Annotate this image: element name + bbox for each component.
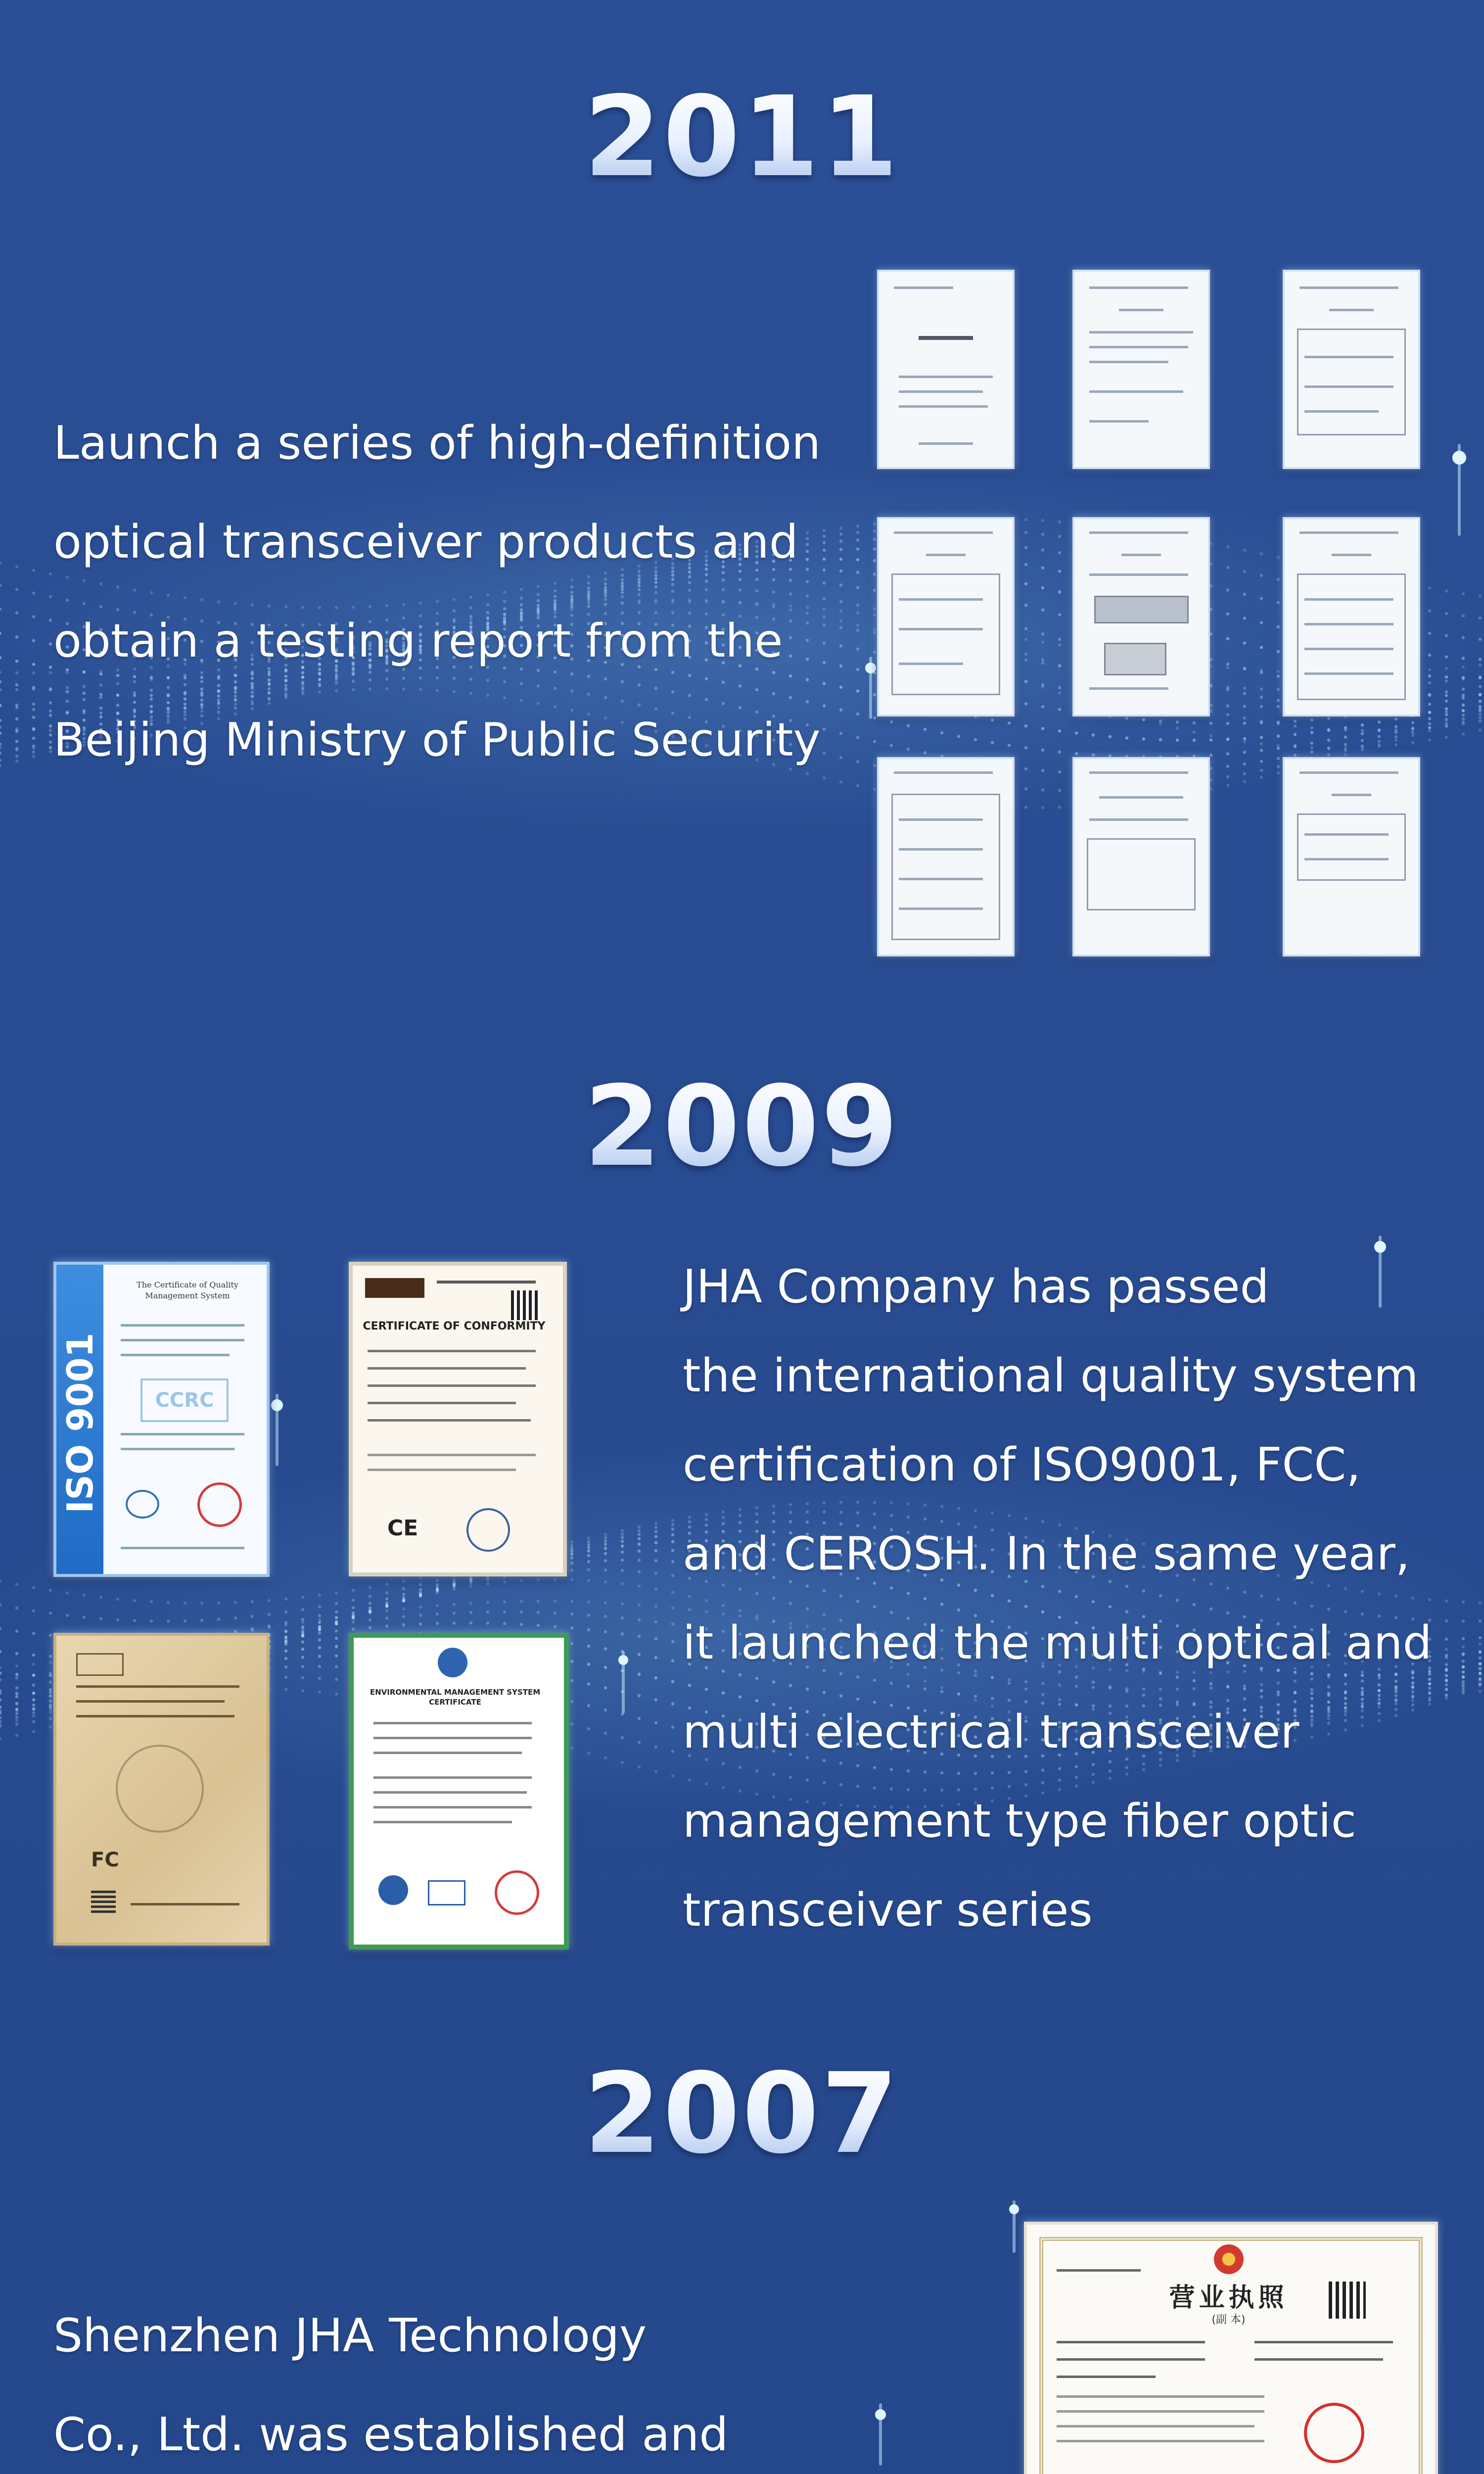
- text-line: obtain a testing report from the: [53, 614, 783, 667]
- qr-code-icon: [91, 1888, 116, 1913]
- business-license: [1024, 2222, 1438, 2474]
- report-page: [877, 270, 1015, 469]
- national-emblem-icon: [1214, 2244, 1244, 2274]
- conformity-certificate: [349, 1262, 567, 1576]
- environmental-certificate: [349, 1633, 569, 1950]
- report-page: [1072, 270, 1210, 469]
- text-line: transceiver series: [683, 1883, 1093, 1937]
- year-heading-2007: 2007: [0, 2058, 1484, 2169]
- license-subtitle: (副 本): [1211, 2314, 1246, 2326]
- report-page: [1072, 517, 1210, 716]
- env-title: ENVIRONMENTAL MANAGEMENT SYSTEM CERTIFICATE: [370, 1688, 541, 1707]
- red-seal-icon: [1304, 2403, 1364, 2463]
- report-page: [877, 757, 1015, 956]
- report-page: [1072, 757, 1210, 956]
- logo-icon: [438, 1648, 467, 1677]
- text-line: certification of ISO9001, FCC,: [683, 1438, 1361, 1491]
- seal-icon: [197, 1482, 242, 1527]
- fcc-mark: FC: [91, 1849, 119, 1871]
- text-line: Shenzhen JHA Technology: [53, 2309, 647, 2362]
- qr-code-icon: [511, 1290, 541, 1320]
- description-2011: [53, 393, 821, 789]
- report-page: [877, 517, 1015, 716]
- iso-side-text: ISO 9001: [59, 1332, 101, 1514]
- fcc-certificate: [53, 1633, 270, 1946]
- text-line: optical transceiver products and: [53, 515, 798, 569]
- report-page: [1283, 757, 1420, 956]
- year-heading-2009: 2009: [0, 1071, 1484, 1182]
- text-line: Co., Ltd. was established and: [53, 2408, 729, 2461]
- seal-icon: [495, 1870, 539, 1915]
- text-line: it launched the multi optical and: [683, 1616, 1432, 1669]
- report-page: [1283, 270, 1420, 469]
- stamp-icon: [466, 1508, 510, 1552]
- qr-code-icon: [1329, 2282, 1366, 2319]
- text-line: management type fiber optic: [683, 1794, 1356, 1848]
- report-page: [1283, 517, 1420, 716]
- scales-emblem-icon: [116, 1745, 204, 1833]
- text-line: multi electrical transceiver: [683, 1705, 1299, 1759]
- description-2007: [53, 2286, 741, 2474]
- license-title: 营业执照: [1169, 2283, 1288, 2313]
- text-line: Beijing Ministry of Public Security: [53, 713, 821, 766]
- text-line: the international quality system: [683, 1349, 1419, 1402]
- text-line: JHA Company has passed: [683, 1260, 1269, 1313]
- iso9001-certificate: ISO 9001 The Certificate of Quality Management System CCRC: [53, 1262, 270, 1577]
- iaf-logo-icon: [378, 1875, 408, 1905]
- ce-mark-icon: CE: [387, 1516, 418, 1541]
- description-2009: [683, 1242, 1432, 1954]
- text-line: Launch a series of high-definition: [53, 416, 821, 470]
- iso-title: The Certificate of Quality Management System: [137, 1280, 238, 1300]
- year-heading-2011: 2011: [0, 82, 1484, 192]
- conformity-title: CERTIFICATE OF CONFORMITY: [363, 1320, 546, 1332]
- text-line: and CEROSH. In the same year,: [683, 1527, 1410, 1580]
